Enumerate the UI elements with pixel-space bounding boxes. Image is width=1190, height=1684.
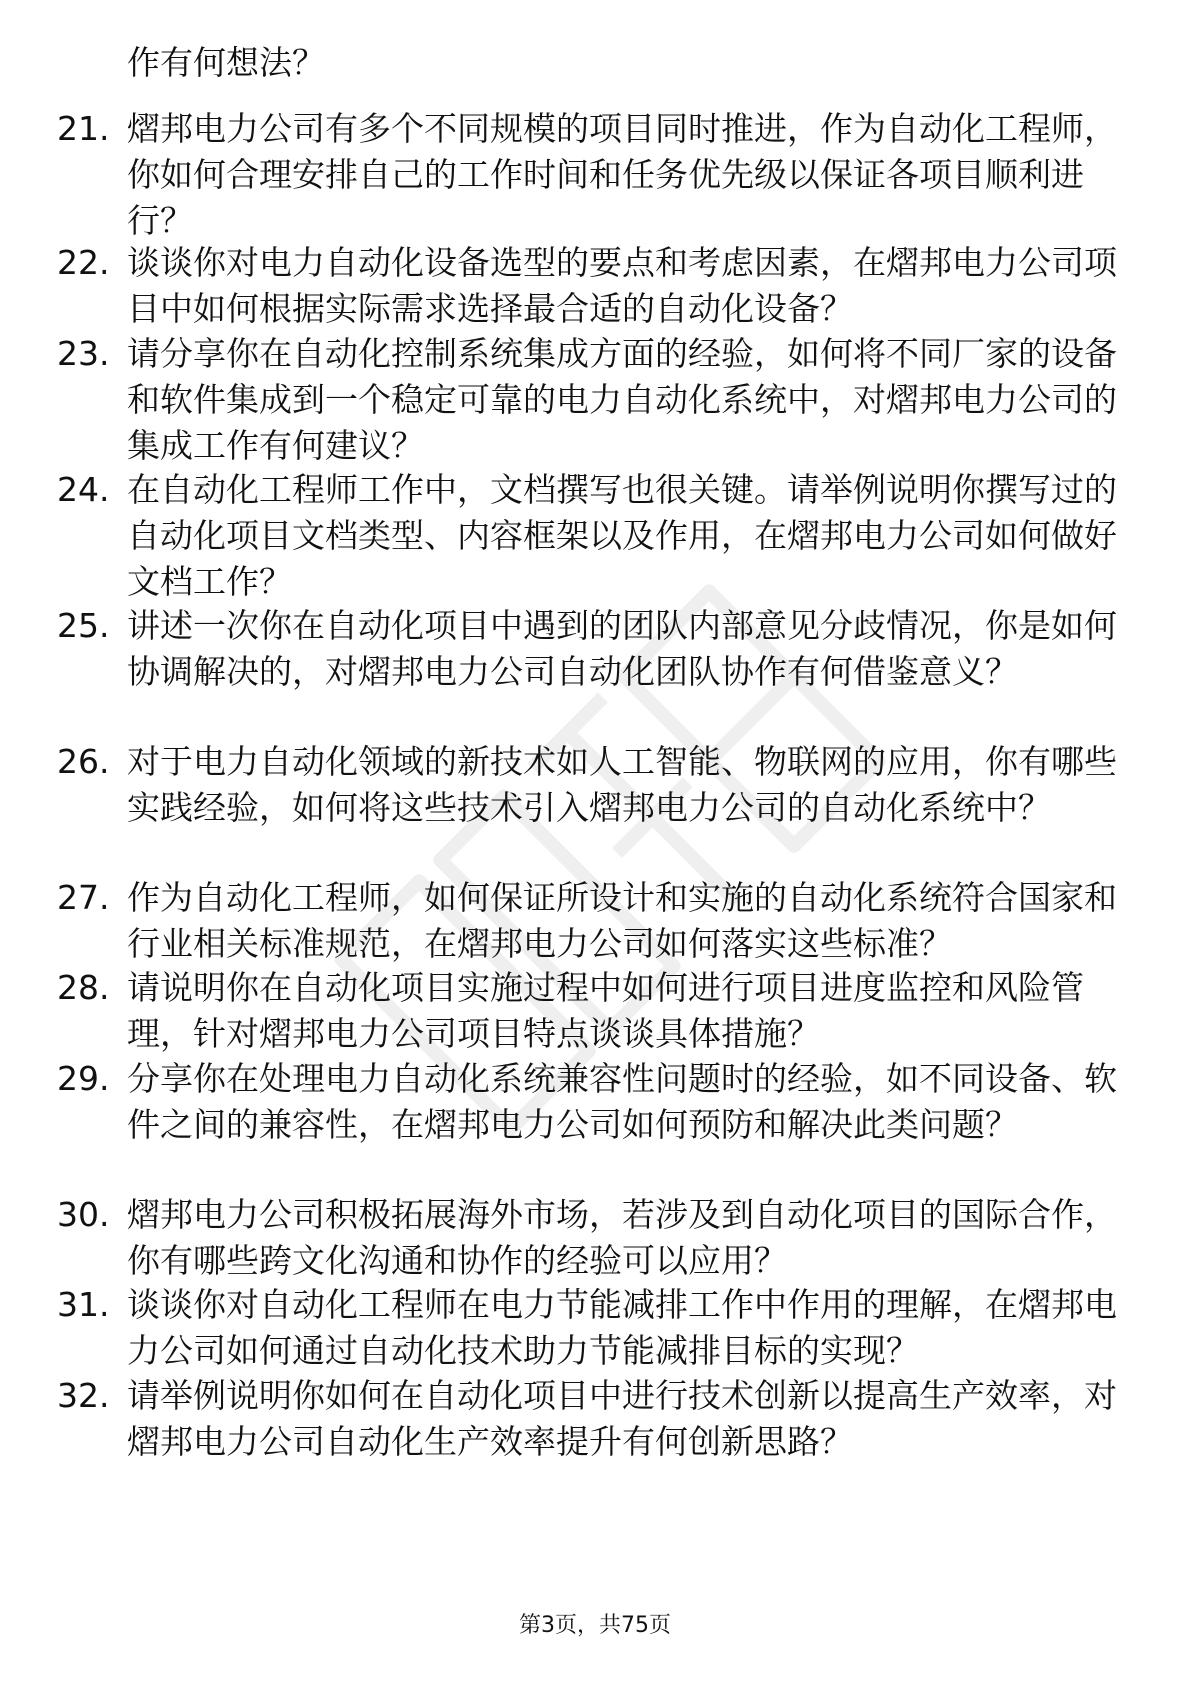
question-text: 在自动化工程师工作中，文档撰写也很关键。请举例说明你撰写过的自动化项目文档类型、内容框架以及作用，在熠邦电力公司如何做好文档工作？ (127, 470, 1117, 601)
question-number: 23. (57, 334, 110, 373)
page-footer: 第3页，共75页 (519, 1613, 671, 1638)
question-text: 作为自动化工程师，如何保证所设计和实施的自动化系统符合国家和行业相关标准规范，在熠邦电力公司如何落实这些标准？ (127, 878, 1117, 963)
question-text: 请说明你在自动化项目实施过程中如何进行项目进度监控和风险管理，针对熠邦电力公司项目特点谈谈具体措施？ (127, 968, 1084, 1053)
question-text: 分享你在处理电力自动化系统兼容性问题时的经验，如不同设备、软件之间的兼容性，在熠邦电力公司如何预防和解决此类问题？ (127, 1059, 1117, 1144)
question-text: 谈谈你对自动化工程师在电力节能减排工作中作用的理解，在熠邦电力公司如何通过自动化技术助力节能减排目标的实现？ (127, 1285, 1117, 1370)
question-number: 27. (57, 878, 110, 917)
question-number: 31. (57, 1285, 110, 1324)
question-text: 熠邦电力公司有多个不同规模的项目同时推进，作为自动化工程师，你如何合理安排自己的工作时间和任务优先级以保证各项目顺利进行？ (127, 109, 1117, 240)
question-text: 讲述一次你在自动化项目中遇到的团队内部意见分歧情况，你是如何协调解决的，对熠邦电力公司自动化团队协作有何借鉴意义？ (127, 606, 1117, 691)
question-text: 请举例说明你如何在自动化项目中进行技术创新以提高生产效率，对熠邦电力公司自动化生产效率提升有何创新思路？ (127, 1376, 1117, 1461)
question-number: 32. (57, 1376, 110, 1415)
question-number: 25. (57, 606, 110, 645)
question-number: 24. (57, 470, 110, 509)
continuation-text: 作有何想法？ (127, 43, 325, 82)
question-number: 28. (57, 968, 110, 1007)
question-text: 对于电力自动化领域的新技术如人工智能、物联网的应用，你有哪些实践经验，如何将这些技术引入熠邦电力公司的自动化系统中？ (127, 742, 1117, 827)
question-number: 26. (57, 742, 110, 781)
question-text: 请分享你在自动化控制系统集成方面的经验，如何将不同厂家的设备和软件集成到一个稳定可靠的电力自动化系统中，对熠邦电力公司的集成工作有何建议？ (127, 334, 1117, 465)
question-text: 熠邦电力公司积极拓展海外市场，若涉及到自动化项目的国际合作，你有哪些跨文化沟通和协作的经验可以应用？ (127, 1195, 1117, 1280)
question-text: 谈谈你对电力自动化设备选型的要点和考虑因素，在熠邦电力公司项目中如何根据实际需求选择最合适的自动化设备？ (127, 243, 1117, 328)
question-number: 22. (57, 243, 110, 282)
question-number: 29. (57, 1059, 110, 1098)
question-number: 21. (57, 109, 110, 148)
question-number: 30. (57, 1195, 110, 1234)
